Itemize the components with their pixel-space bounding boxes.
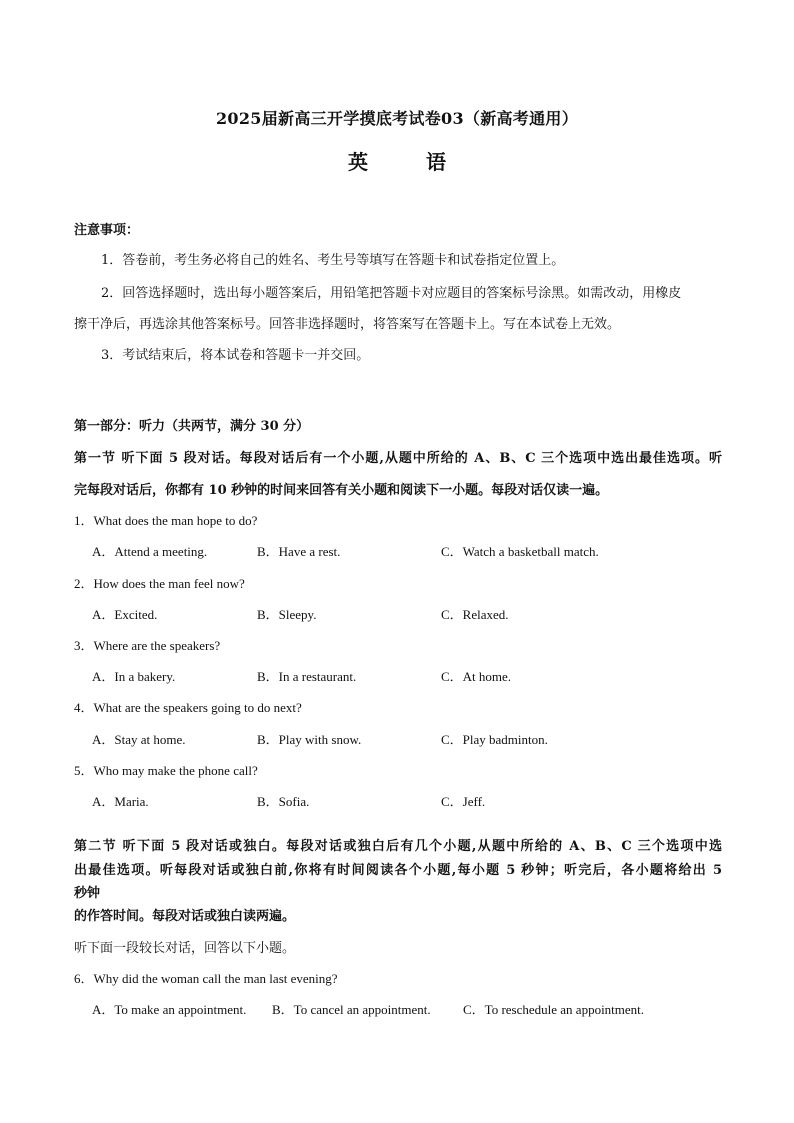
question-1-option-a: A．Attend a meeting. [92,544,208,559]
question-1-stem: 1．What does the man hope to do? [74,513,258,528]
question-2-option-c: C．Relaxed. [441,607,509,622]
notice-item-2-line-2: 擦干净后，再选涂其他答案标号。回答非选择题时，将答案写在答题卡上。写在本试卷上无效。 [74,317,621,332]
notice-heading: 注意事项： [74,223,140,238]
part1-heading: 第一部分：听力（共两节，满分 30 分） [74,419,310,434]
notice-item-1: 1．答卷前，考生务必将自己的姓名、考生号等填写在答题卡和试卷指定位置上。 [101,253,565,268]
question-5-option-a: A．Maria. [92,794,149,809]
subject-char-1: 英 [348,150,368,174]
question-1-option-b: B．Have a rest. [257,544,341,559]
question-2-stem: 2．How does the man feel now? [74,576,245,591]
question-6-option-a: A．To make an appointment. [92,1002,247,1017]
notice-item-3: 3．考试结束后，将本试卷和答题卡一并交回。 [101,348,370,363]
section2-line-2: 出最佳选项。听每段对话或独白前,你将有时间阅读各个小题,每小题 5 秒钟；听完后，各小题将给出 5 [74,863,722,878]
question-5-option-c: C．Jeff. [441,794,486,809]
question-4-option-c: C．Play badminton. [441,732,548,747]
question-3-option-c: C．At home. [441,669,512,684]
exam-title: 2025届新高三开学摸底考试卷03（新高考通用） [216,109,578,128]
section2-line-1: 第二节 听下面 5 段对话或独白。每段对话或独白后有几个小题,从题中所给的 A、B、C 三个选项中选 [74,839,722,854]
question-4-option-b: B．Play with snow. [257,732,362,747]
section2-line-4: 的作答时间。每段对话或独白读两遍。 [74,909,296,924]
question-3-stem: 3．Where are the speakers? [74,638,221,653]
section1-line-1: 第一节 听下面 5 段对话。每段对话后有一个小题,从题中所给的 A、B、C 三个选项中选出最佳选项。听 [74,451,722,466]
question-1-option-c: C．Watch a basketball match. [441,544,599,559]
question-5-stem: 5．Who may make the phone call? [74,763,258,778]
notice-item-2-line-1: 2．回答选择题时，选出每小题答案后，用铅笔把答题卡对应题目的答案标号涂黑。如需改动，用橡皮 [101,286,682,301]
question-6-option-c: C．To reschedule an appointment. [463,1002,645,1017]
question-2-option-a: A．Excited. [92,607,158,622]
question-4-option-a: A．Stay at home. [92,732,186,747]
subject-char-2: 语 [426,150,446,174]
question-3-option-a: A．In a bakery. [92,669,176,684]
question-6-stem: 6．Why did the woman call the man last evening? [74,971,338,986]
section1-line-2: 完每段对话后，你都有 10 秒钟的时间来回答有关小题和阅读下一小题。每段对话仅读一遍。 [74,483,609,498]
question-6-option-b: B．To cancel an appointment. [272,1002,431,1017]
question-2-option-b: B．Sleepy. [257,607,317,622]
question-4-stem: 4．What are the speakers going to do next? [74,700,302,715]
section2-instruction: 听下面一段较长对话，回答以下小题。 [74,941,296,956]
question-3-option-b: B．In a restaurant. [257,669,357,684]
question-5-option-b: B．Sofia. [257,794,310,809]
section2-line-3: 秒钟 [74,886,101,901]
subject-heading [0,146,794,175]
